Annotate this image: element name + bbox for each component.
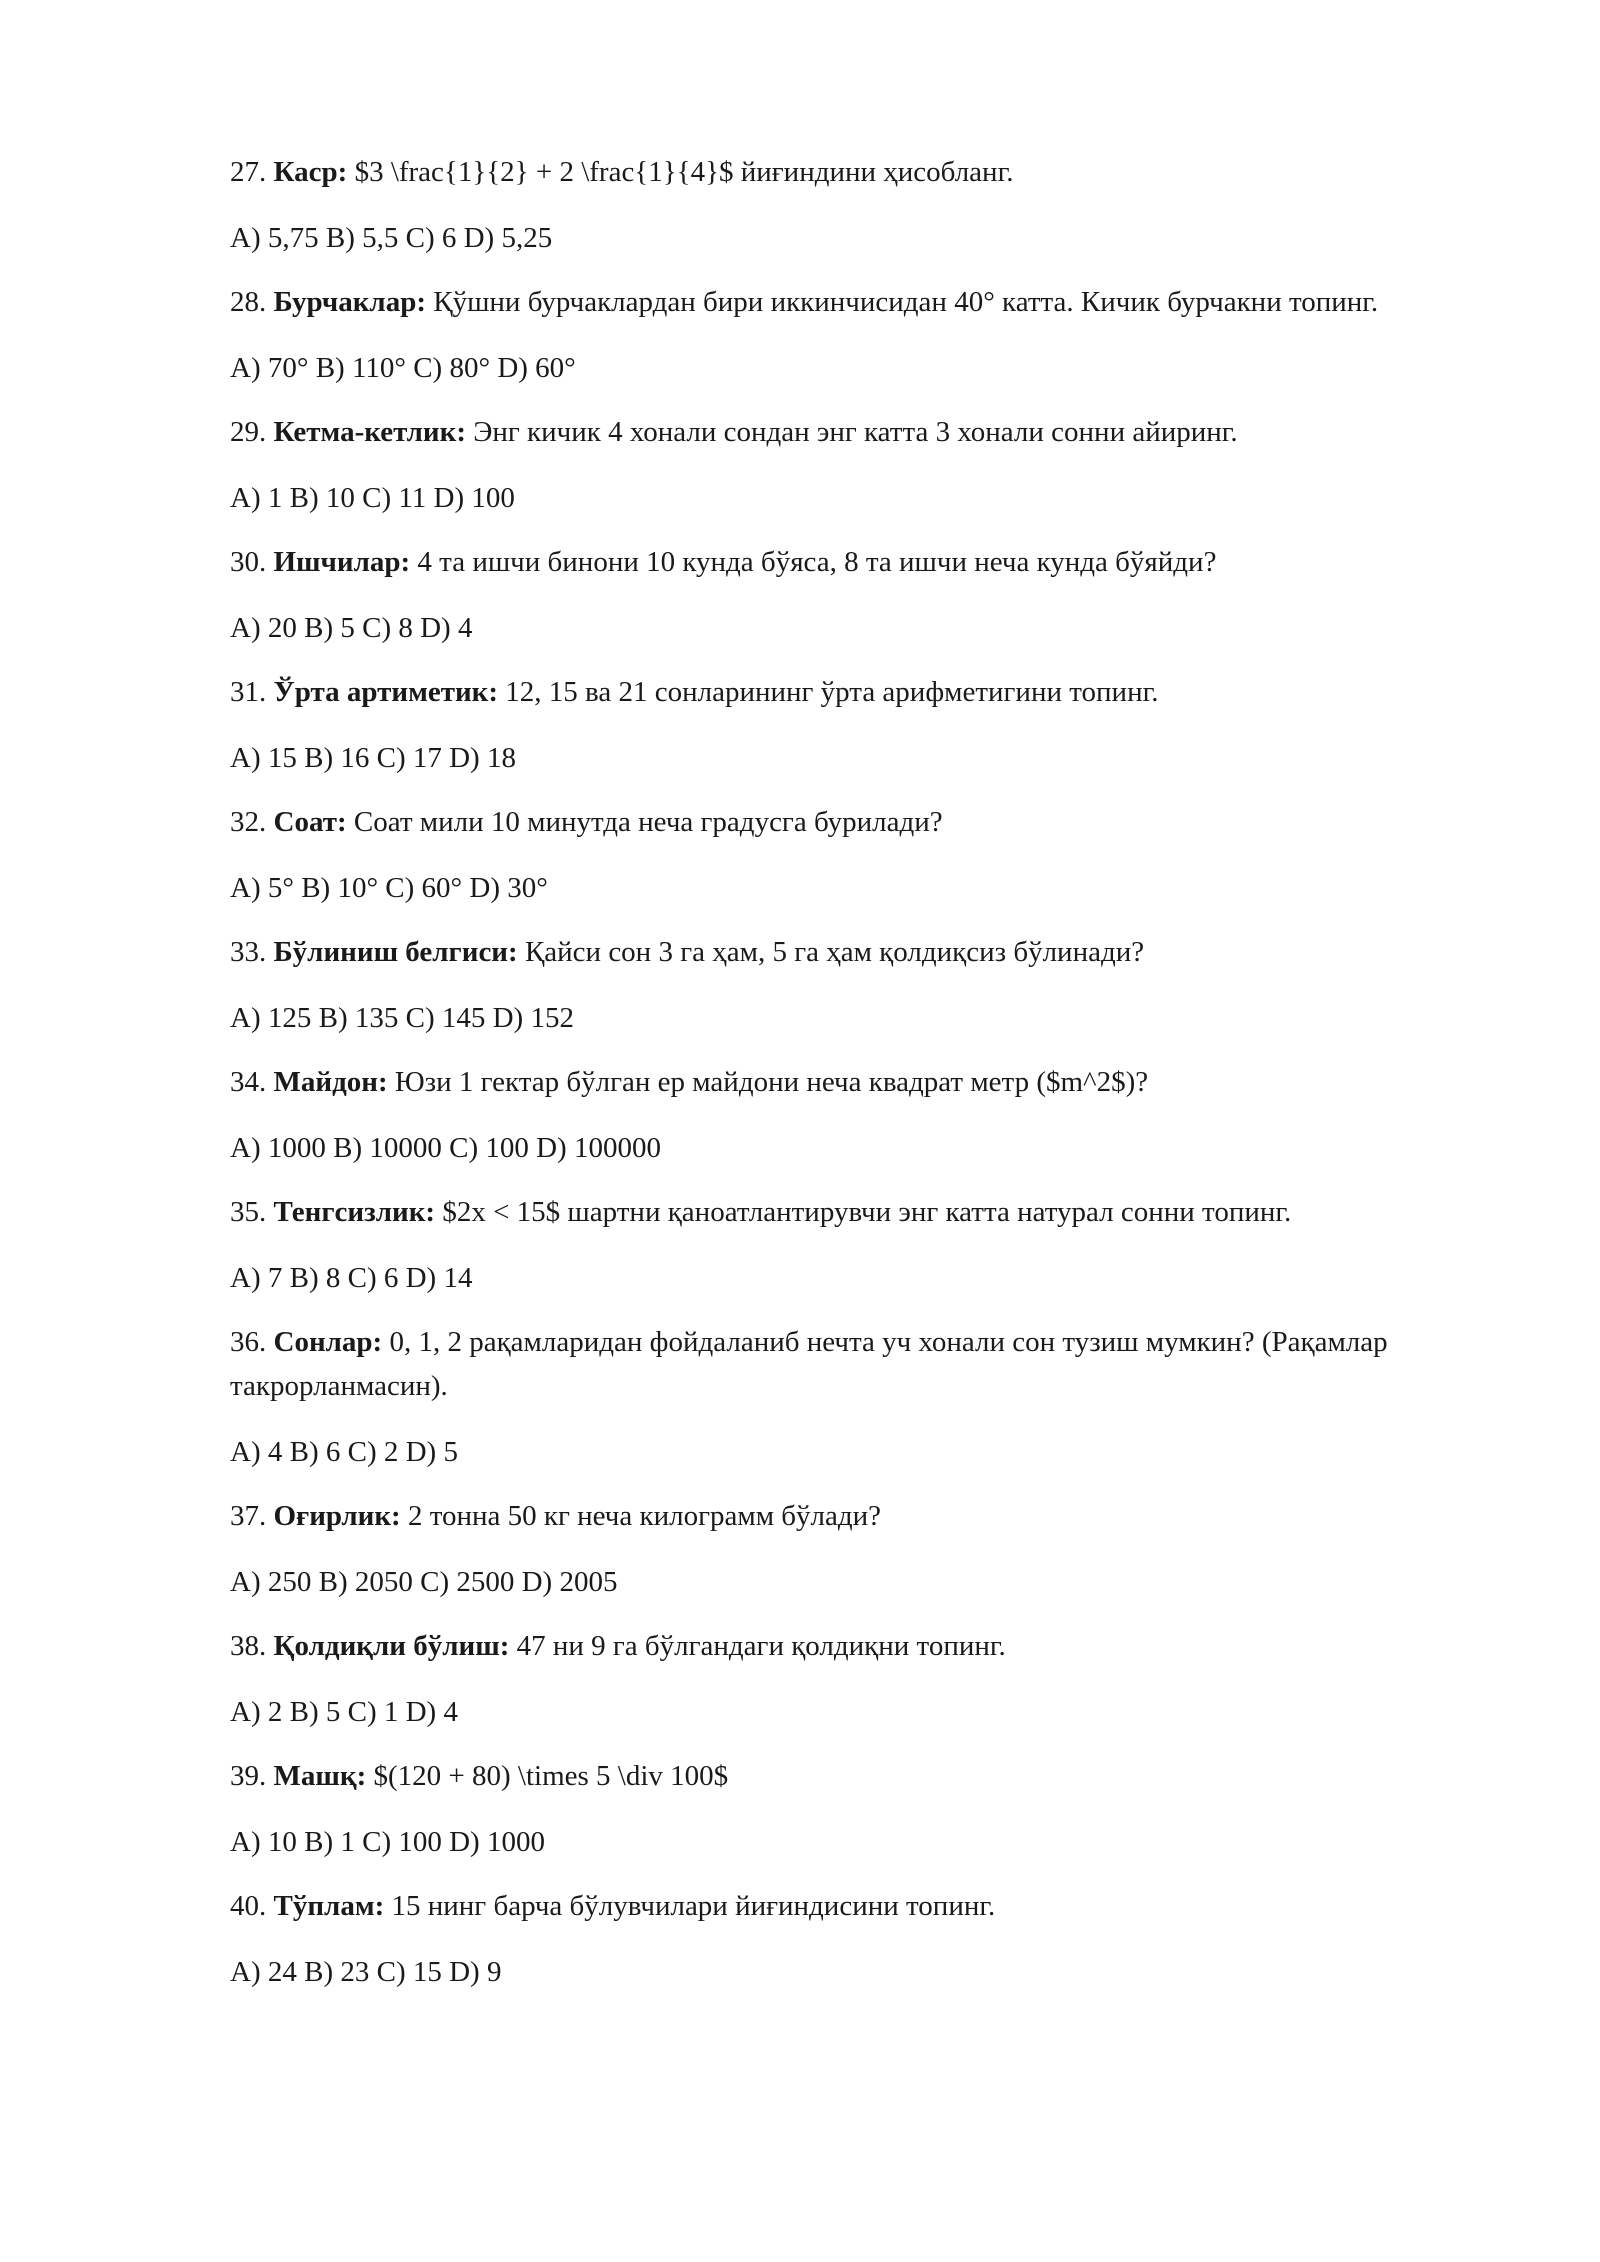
question-number: 40. (230, 1890, 267, 1922)
question-item (230, 1494, 1420, 1604)
question-topic: Майдон: (273, 1066, 388, 1098)
question-number: 35. (230, 1196, 267, 1228)
question-body: 47 ни 9 га бўлгандаги қолдиқни топинг. (516, 1630, 1006, 1662)
answer-options: A) 70° B) 110° C) 80° D) 60° (230, 352, 576, 384)
question-body: Соат мили 10 минутда неча градусга бурилади? (353, 806, 943, 838)
question-topic: Машқ: (273, 1760, 367, 1792)
question-body: Қўшни бурчаклардан бири иккинчисидан 40° катта. Кичик бурчакни топинг. (433, 286, 1379, 318)
question-body: $(120 + 80) \times 5 \div 100$ (373, 1760, 729, 1792)
answer-options: A) 7 B) 8 C) 6 D) 14 (230, 1262, 473, 1294)
question-topic: Бурчаклар: (273, 286, 426, 318)
question-number: 29. (230, 416, 267, 448)
answer-options: A) 1 B) 10 C) 11 D) 100 (230, 482, 515, 514)
answer-options: A) 250 B) 2050 C) 2500 D) 2005 (230, 1566, 618, 1598)
question-text (230, 1494, 1420, 1538)
question-item (230, 800, 1420, 910)
question-text (230, 540, 1420, 584)
question-topic: Каср: (273, 156, 348, 188)
question-number: 33. (230, 936, 267, 968)
question-text (230, 1624, 1420, 1668)
answer-options: A) 2 B) 5 C) 1 D) 4 (230, 1696, 458, 1728)
question-number: 37. (230, 1500, 267, 1532)
question-body: Қайси сон 3 га ҳам, 5 га ҳам қолдиқсиз бўлинади? (524, 936, 1145, 968)
question-item (230, 1624, 1420, 1734)
question-number: 27. (230, 156, 274, 188)
question-text (230, 930, 1420, 974)
question-topic: Бўлиниш белгиси: (273, 936, 518, 968)
answer-options: A) 24 B) 23 C) 15 D) 9 (230, 1956, 502, 1988)
question-item (230, 410, 1420, 520)
question-body: 0, 1, 2 рақамларидан фойдаланиб нечта уч хонали сон тузиш мумкин? (Рақамлар такрорланмасин). (230, 1326, 1388, 1402)
answer-options: A) 20 B) 5 C) 8 D) 4 (230, 612, 473, 644)
question-topic: Сонлар: (273, 1326, 383, 1358)
question-item (230, 930, 1420, 1040)
question-item (230, 1884, 1420, 1994)
question-item (230, 1060, 1420, 1170)
question-body: $3 \frac{1}{2} + 2 \frac{1}{4}$ йиғиндини ҳисобланг. (354, 156, 1014, 188)
answer-options: A) 125 B) 135 C) 145 D) 152 (230, 1002, 574, 1034)
question-item (230, 1320, 1420, 1474)
question-body: Юзи 1 гектар бўлган ер майдони неча квадрат метр ($m^2$)? (394, 1066, 1149, 1098)
question-number: 32. (230, 806, 267, 838)
question-body: 2 тонна 50 кг неча килограмм бўлади? (407, 1500, 882, 1532)
question-text (230, 150, 1420, 194)
question-number: 36. (230, 1326, 274, 1358)
question-item (230, 540, 1420, 650)
question-text (230, 1320, 1420, 1408)
document-page (230, 150, 1420, 2014)
question-text (230, 1884, 1420, 1928)
question-item (230, 1754, 1420, 1864)
answer-options: A) 10 B) 1 C) 100 D) 1000 (230, 1826, 545, 1858)
question-number: 34. (230, 1066, 267, 1098)
question-text (230, 1060, 1420, 1104)
question-topic: Соат: (273, 806, 347, 838)
question-item (230, 280, 1420, 390)
question-topic: Оғирлик: (273, 1500, 401, 1532)
question-body: 4 та ишчи бинони 10 кунда бўяса, 8 та ишчи неча кунда бўяйди? (417, 546, 1217, 578)
question-body: Энг кичик 4 хонали сондан энг катта 3 хонали сонни айиринг. (473, 416, 1238, 448)
question-item (230, 670, 1420, 780)
question-topic: Ишчилар: (273, 546, 411, 578)
answer-options: A) 5° B) 10° C) 60° D) 30° (230, 872, 548, 904)
answer-options: A) 1000 B) 10000 C) 100 D) 100000 (230, 1132, 661, 1164)
question-topic: Ўрта артиметик: (273, 676, 499, 708)
question-body: 12, 15 ва 21 сонларининг ўрта арифметигини топинг. (505, 676, 1159, 708)
question-number: 31. (230, 676, 267, 708)
question-text (230, 1754, 1420, 1798)
question-topic: Тўплам: (273, 1890, 385, 1922)
question-item (230, 1190, 1420, 1300)
question-text (230, 800, 1420, 844)
question-text (230, 670, 1420, 714)
question-number: 28. (230, 286, 267, 318)
question-text (230, 280, 1420, 324)
question-text (230, 410, 1420, 454)
question-topic: Кетма-кетлик: (273, 416, 466, 448)
question-text (230, 1190, 1420, 1234)
question-topic: Тенгсизлик: (273, 1196, 436, 1228)
answer-options: A) 15 B) 16 C) 17 D) 18 (230, 742, 516, 774)
question-item (230, 150, 1420, 260)
answer-options: A) 4 B) 6 C) 2 D) 5 (230, 1436, 458, 1468)
question-topic: Қолдиқли бўлиш: (273, 1630, 510, 1662)
question-number: 38. (230, 1630, 267, 1662)
question-number: 39. (230, 1760, 267, 1792)
answer-options: A) 5,75 B) 5,5 C) 6 D) 5,25 (230, 222, 553, 254)
question-body: 15 нинг барча бўлувчилари йиғиндисини топинг. (391, 1890, 996, 1922)
question-number: 30. (230, 546, 274, 578)
question-body: $2x < 15$ шартни қаноатлантирувчи энг катта натурал сонни топинг. (442, 1196, 1292, 1228)
